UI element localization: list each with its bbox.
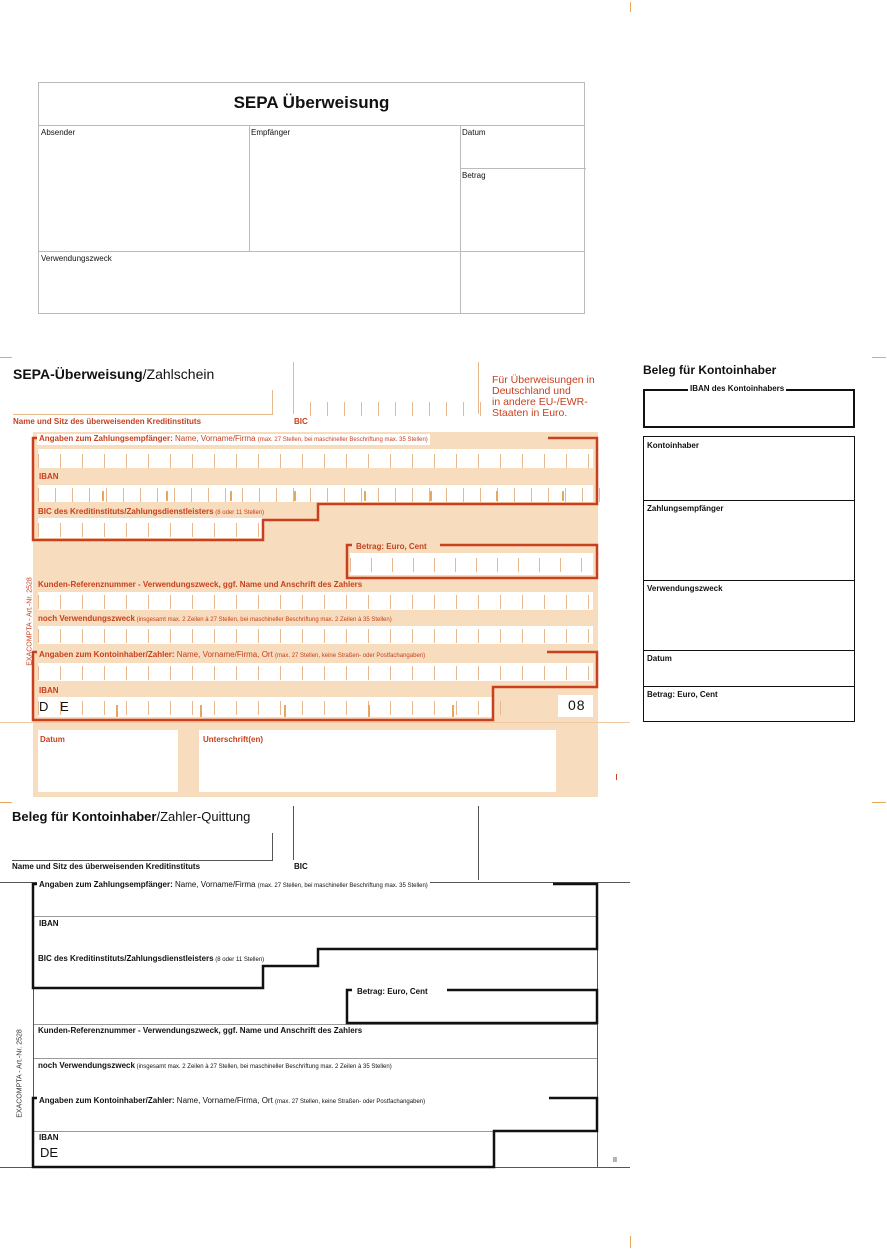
receipt-payer-bold: Angaben zum Kontoinhaber/Zahler: [39, 1096, 175, 1105]
receipt-purpose2-small: (insgesamt max. 2 Zeilen à 27 Stellen, bei maschineller Beschriftung max. 2 Zeilen à 35 Stellen) [134, 1064, 392, 1070]
receipt-payee-heading [37, 880, 430, 891]
article-side-text: EXACOMPTA - Art.-Nr. 2528 [26, 577, 34, 666]
payee-heading-bold: Angaben zum Zahlungsempfänger: [39, 434, 173, 443]
receipt-bic-label: BIC [294, 862, 308, 871]
iban-country-d: D [39, 699, 49, 714]
receipt-iban-label: IBAN [39, 919, 59, 928]
iban-holder-label: IBAN des Kontoinhabers [690, 384, 785, 393]
receipt-bic-inst-small: (8 oder 11 Stellen) [213, 957, 265, 963]
betrag-label: Betrag [462, 171, 486, 180]
purpose-side-label: Verwendungszweck [647, 584, 723, 593]
signature-label: Unterschrift(en) [203, 735, 264, 744]
bic-label: BIC [294, 417, 308, 426]
verwendungszweck-label: Verwendungszweck [41, 254, 112, 263]
bank-name-label: Name und Sitz des überweisenden Kreditinstituts [13, 417, 202, 426]
receipt-payer-small: (max. 27 Stellen, keine Straßen- oder Postfachangaben) [275, 1099, 426, 1105]
purpose2-small: (insgesamt max. 2 Zeilen à 27 Stellen, bei maschineller Beschriftung max. 2 Zeilen à 35 Stellen) [134, 617, 392, 623]
receipt-iban-prefix: DE [40, 1145, 59, 1160]
top-form-title: SEPA Überweisung [233, 93, 390, 112]
payer-heading-small: (max. 27 Stellen, keine Straßen- oder Postfachangaben) [275, 653, 426, 659]
receipt-payer-heading [37, 1096, 427, 1107]
eu-info-line4: Staaten in Euro. [492, 407, 568, 419]
receipt-payee-rest: Name, Vorname/Firma [172, 880, 258, 889]
iban-country-e: E [60, 699, 69, 714]
holder-label: Kontoinhaber [647, 441, 699, 450]
amount-label: Betrag: Euro, Cent [356, 542, 427, 551]
bic-inst-small: (8 oder 11 Stellen) [213, 510, 265, 516]
receipt-purpose2-heading [38, 1061, 392, 1072]
receipt-payee-small: (max. 27 Stellen, bei maschineller Beschriftung max. 35 Stellen) [257, 883, 428, 889]
form-code: 08 [568, 697, 586, 713]
iban-label: IBAN [39, 472, 59, 481]
receipt-title-rest: /Zahler-Quittung [156, 809, 251, 824]
reference-label: Kunden-Referenznummer - Verwendungszweck, ggf. Name und Anschrift des Zahlers [38, 580, 363, 589]
absender-label: Absender [41, 128, 76, 137]
receipt-bic-inst-label: BIC des Kreditinstituts/Zahlungsdienstleisters [38, 954, 214, 963]
sepa-title-rest: /Zahlschein [142, 366, 215, 382]
receipt-bank-label: Name und Sitz des überweisenden Kreditinstituts [12, 862, 201, 871]
date-label: Datum [40, 735, 65, 744]
receipt-payer-iban-label: IBAN [39, 1133, 59, 1142]
amount-side-label: Betrag: Euro, Cent [647, 690, 718, 699]
receipt-amount-label: Betrag: Euro, Cent [357, 987, 428, 996]
receipt-side-title: Beleg für Kontoinhaber [643, 363, 777, 377]
receipt-title-bold: Beleg für Kontoinhaber [12, 809, 157, 824]
receipt-purpose2-label: noch Verwendungszweck [38, 1061, 135, 1070]
payer-heading-bold: Angaben zum Kontoinhaber/Zahler: [39, 650, 175, 659]
receipt-payer-rest: Name, Vorname/Firma, Ort [174, 1096, 276, 1105]
empfaenger-label: Empfänger [251, 128, 291, 137]
date-side-label: Datum [647, 654, 672, 663]
payer-iban-label: IBAN [39, 686, 59, 695]
bic-inst-label: BIC des Kreditinstituts/Zahlungsdienstleisters [38, 507, 214, 516]
payee-heading-rest: Name, Vorname/Firma [172, 434, 258, 443]
eu-info-line2: Deutschland und [492, 385, 571, 397]
receipt-reference-label: Kunden-Referenznummer - Verwendungszweck, ggf. Name und Anschrift des Zahlers [38, 1026, 363, 1035]
purpose2-label: noch Verwendungszweck [38, 614, 135, 623]
receipt-bic-inst-heading [38, 954, 264, 965]
payer-heading-rest: Name, Vorname/Firma, Ort [174, 650, 276, 659]
eu-info-line3: in andere EU-/EWR- [492, 396, 588, 408]
payee-heading-small: (max. 27 Stellen, bei maschineller Beschriftung max. 35 Stellen) [257, 437, 428, 443]
eu-info-line1: Für Überweisungen in [492, 374, 595, 386]
datum-label: Datum [462, 128, 486, 137]
sepa-title-bold: SEPA-Überweisung [13, 366, 143, 382]
receipt-article-side-text: EXACOMPTA - Art.-Nr. 2528 [16, 1029, 24, 1118]
receipt-corner-mark: II [613, 1157, 617, 1164]
payee-side-label: Zahlungsempfänger [647, 504, 724, 513]
receipt-payee-bold: Angaben zum Zahlungsempfänger: [39, 880, 173, 889]
